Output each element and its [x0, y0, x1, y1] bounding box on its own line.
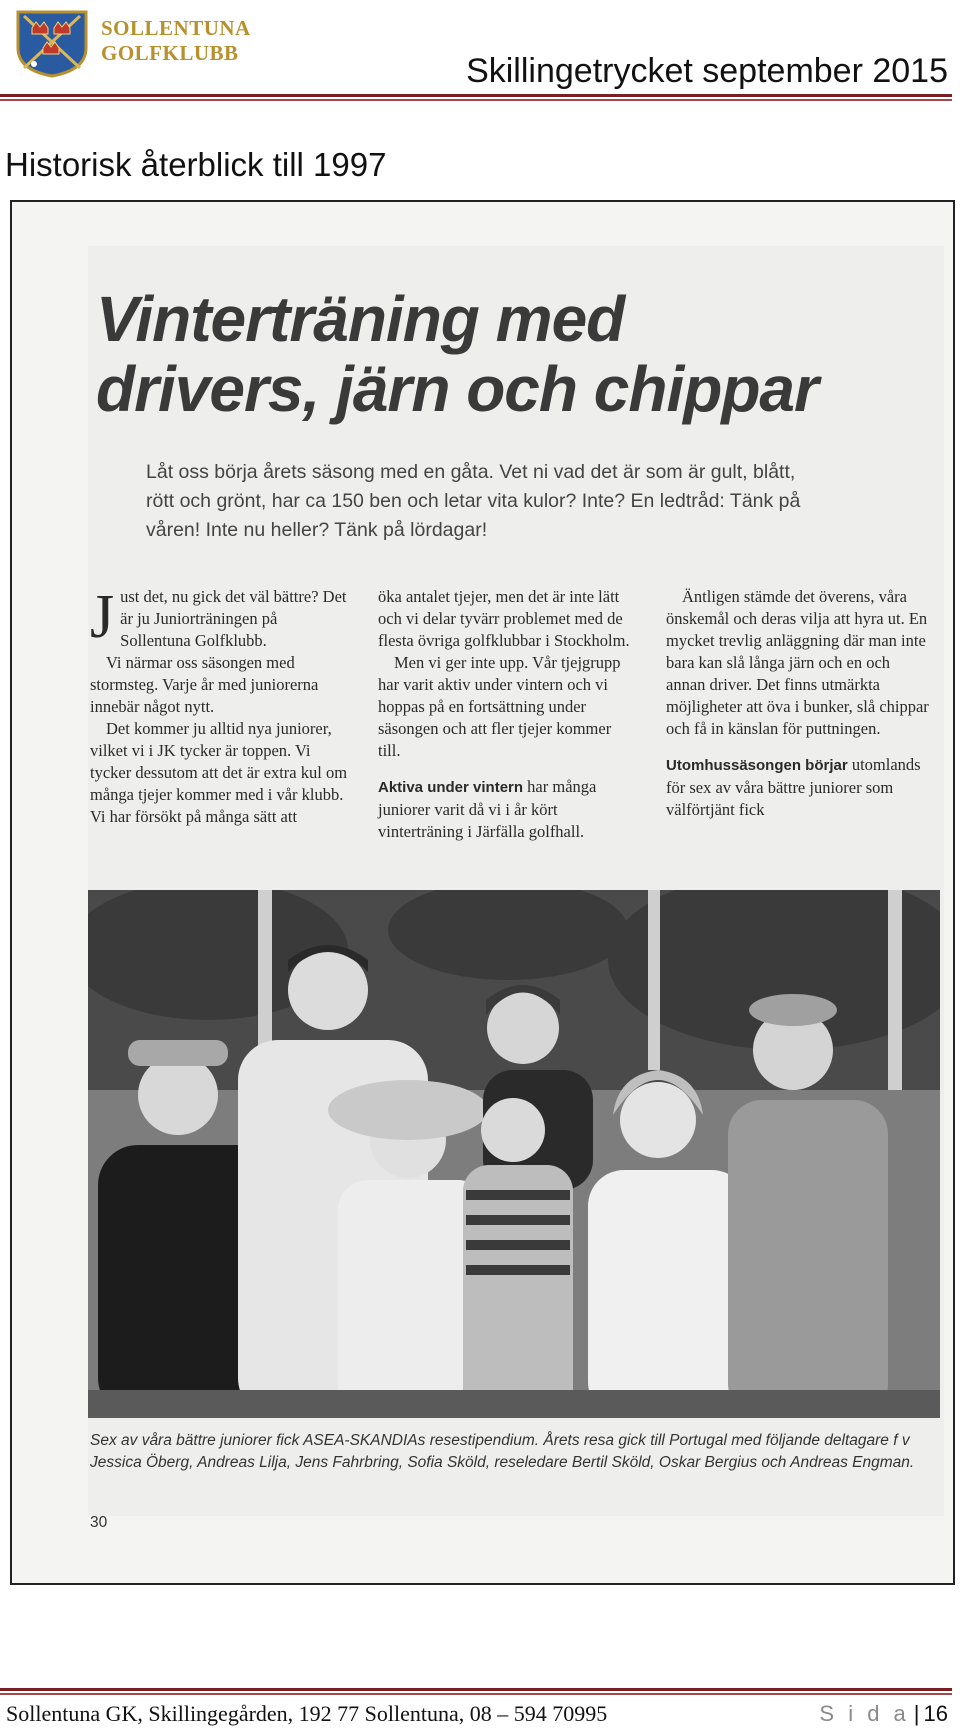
col2-subheading: Aktiva under vintern [378, 779, 524, 796]
footer-page-indicator [819, 1701, 948, 1727]
article-intro: Låt oss börja årets säsong med en gåta. Vet ni vad det är som är gult, blått, rött och grönt, har ca 150 ben och letar vita kulor? Inte? En ledtråd: Tänk på våren! Inte nu heller? Tänk på lördagar! [146, 461, 801, 541]
scanned-article [10, 200, 955, 1585]
footer-address: Sollentuna GK, Skillingegården, 192 77 Sollentuna, 08 – 594 70995 [6, 1701, 608, 1726]
footer-page-number: 16 [923, 1701, 948, 1726]
photo-caption: Sex av våra bättre juniorer fick ASEA-SKANDIAs resestipendium. Årets resa gick till Portugal med följande deltagare f v Jessica Öberg, Andreas Lilja, Jens Fahrbring, Sofia Sköld, reseledare Bertil Sköld, Oskar Bergius och Andreas Engman. [90, 1432, 915, 1471]
footer-sida-label: S i d a [819, 1701, 910, 1726]
article-title-line-1: Vinterträning med [96, 283, 625, 355]
article-column-2 [378, 586, 636, 843]
col3-paragraph-2: utomlands för sex av våra bättre juniorer som välförtjänt fick [666, 755, 921, 819]
col3-subheading: Utomhussäsongen börjar [666, 757, 848, 774]
page-header [0, 0, 960, 110]
col1-paragraph-2: Vi närmar oss säsongen med stormsteg. Varje år med juniorerna innebär något nytt. [90, 653, 319, 716]
drop-cap: J [90, 583, 115, 651]
header-rule-thin [0, 99, 952, 101]
article-title [96, 284, 818, 424]
footer-rule-thin [0, 1693, 952, 1695]
scan-page-number: 30 [90, 1514, 108, 1531]
article-column-1 [90, 583, 348, 828]
header-rule [0, 94, 952, 97]
footer-separator: | [913, 1701, 920, 1726]
article-column-3 [666, 586, 932, 821]
logo-line-2: GOLFKLUBB [101, 41, 239, 65]
col2-paragraph-1: öka antalet tjejer, men det är inte lätt och vi delar tyvärr problemet med de flesta övriga golfklubbar i Stockholm. [378, 587, 630, 650]
col2-paragraph-3: har många juniorer varit då vi i år kört vinterträning i Järfälla golfhall. [378, 777, 597, 841]
col2-paragraph-2: Men vi ger inte upp. Vår tjejgrupp har varit aktiv under vintern och vi hoppas på en fortsättning under säsongen och att fler tjejer kommer till. [378, 653, 621, 760]
section-heading: Historisk återblick till 1997 [5, 146, 387, 183]
col3-paragraph-1: Äntligen stämde det överens, våra önskemål och deras vilja att hyra ut. En mycket trevlig anläggning där man inte bara kan slå långa järn och en och annan driver. Det finns utmärkta möjligheter att öva i bunker, slå chippar och få in känslan för puttningen. [666, 587, 929, 738]
article-title-line-2: drivers, järn och chippar [96, 353, 818, 425]
club-logo-text [101, 16, 251, 66]
col1-paragraph-3: Det kommer ju alltid nya juniorer, vilket vi i JK tycker är toppen. Vi tycker dessutom att det är extra kul om många tjejer kommer med i vår klubb. Vi har försökt på många sätt att [90, 719, 348, 826]
newsletter-title: Skillingetrycket september 2015 [466, 52, 948, 90]
col1-paragraph-1: ust det, nu gick det väl bättre? Det är ju Juniorträningen på Sollentuna Golfklubb. [120, 587, 347, 650]
footer-rule [0, 1688, 952, 1691]
club-crest-icon [14, 8, 90, 78]
group-photo [88, 890, 940, 1418]
logo-line-1: SOLLENTUNA [101, 16, 251, 40]
